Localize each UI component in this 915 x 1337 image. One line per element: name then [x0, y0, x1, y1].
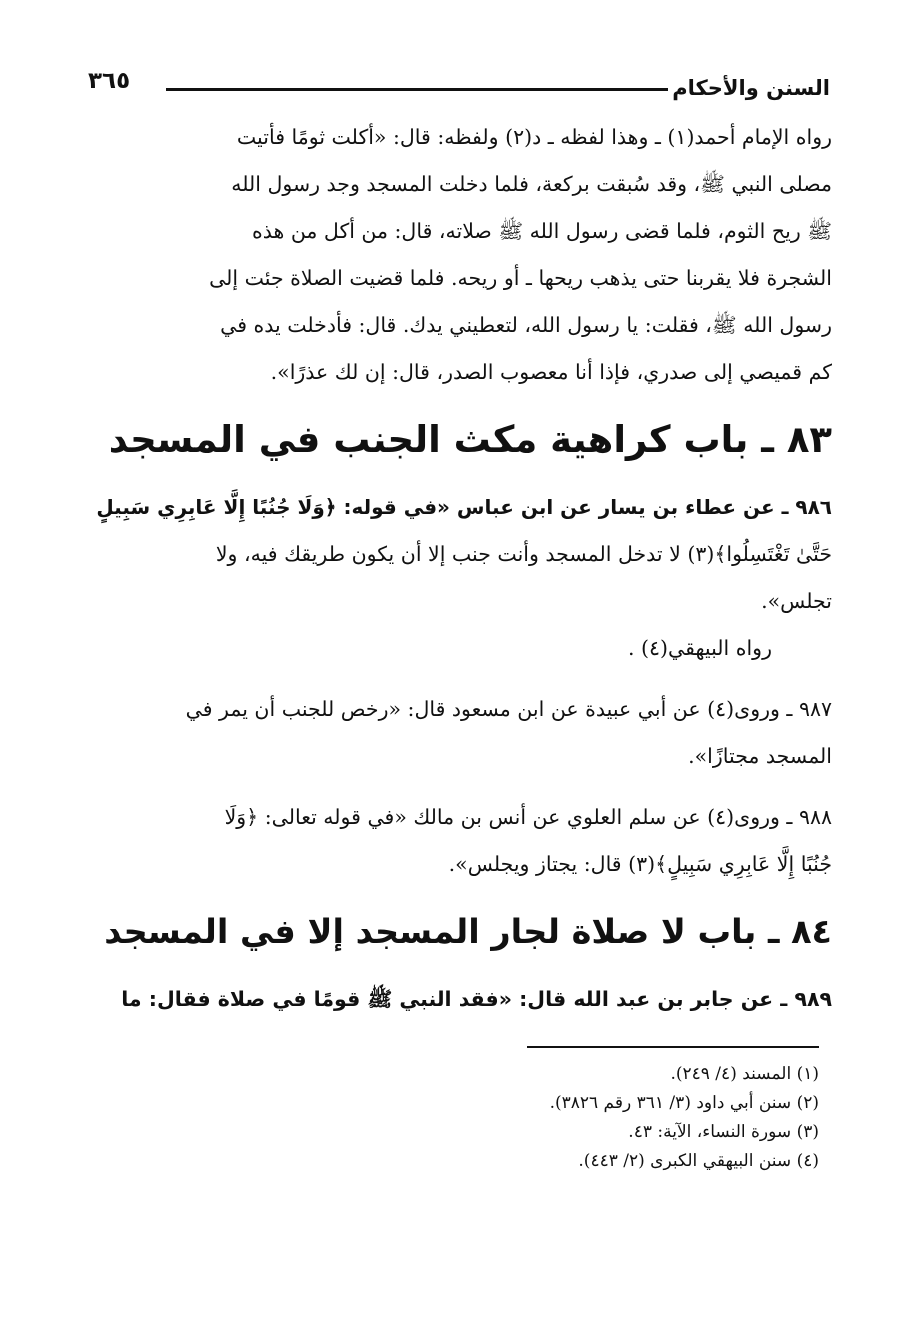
text-line: المسجد مجتازًا».: [688, 744, 832, 768]
text-line: كم قميصي إلى صدري، فإذا أنا معصوب الصدر، قال: إن لك عذرًا».: [270, 360, 832, 384]
running-title: السنن والأحكام: [672, 76, 830, 100]
text-line: جُنُبًا إِلَّا عَابِرِي سَبِيلٍ﴾(٣) قال: يجتاز ويجلس».: [448, 852, 832, 876]
text-line: ٩٨٧ ـ وروى(٤) عن أبي عبيدة عن ابن مسعود قال: «رخص للجنب أن يمر في: [185, 697, 832, 721]
spacer: [96, 672, 832, 686]
text-line: ٩٨٦ ـ عن عطاء بن يسار عن ابن عباس «في قوله: ﴿وَلَا جُنُبًا إِلَّا عَابِرِي سَبِيلٍ: [96, 495, 832, 519]
footnote: (١) المسند (٤/ ٢٤٩).: [670, 1064, 819, 1084]
hadith-985-continuation: [96, 114, 832, 396]
footnote: (٤) سنن البيهقي الكبرى (٢/ ٤٤٣).: [578, 1151, 819, 1171]
text-line: مصلى النبي ﷺ، وقد سُبقت بركعة، فلما دخلت المسجد وجد رسول الله: [231, 172, 832, 196]
footnotes: [319, 1060, 819, 1176]
hadith-source: رواه البيهقي(٤) .: [627, 636, 772, 660]
page-number: ٣٦٥: [88, 68, 131, 94]
footnote-rule: [527, 1046, 819, 1048]
chapter-83-heading: ٨٣ ـ باب كراهية مكث الجنب في المسجد: [108, 418, 832, 461]
spacer: [96, 780, 832, 794]
chapter-84-heading: ٨٤ ـ باب لا صلاة لجار المسجد إلا في المسجد: [104, 912, 832, 951]
text-line: الشجرة فلا يقربنا حتى يذهب ريحها ـ أو ريحه. فلما قضيت الصلاة جئت إلى: [209, 266, 832, 290]
text-line: حَتَّىٰ تَغْتَسِلُوا﴾(٣) لا تدخل المسجد وأنت جنب إلا أن يكون طريقك فيه، ولا: [215, 542, 832, 566]
hadith-989: [96, 976, 832, 1023]
footnote: (٣) سورة النساء، الآية: ٤٣.: [628, 1122, 819, 1142]
text-line: تجلس».: [761, 589, 832, 613]
hadith-986: [96, 484, 832, 672]
text-line: رسول الله ﷺ، فقلت: يا رسول الله، لتعطيني يدك. قال: فأدخلت يده في: [220, 313, 832, 337]
page-header: [88, 62, 830, 102]
footnote: (٢) سنن أبي داود (٣/ ٣٦١ رقم ٣٨٢٦).: [549, 1093, 819, 1113]
text-line: ٩٨٩ ـ عن جابر بن عبد الله قال: «فقد النبي ﷺ قومًا في صلاة فقال: ما: [121, 987, 832, 1011]
hadith-987: [96, 686, 832, 780]
header-rule: [166, 88, 668, 91]
hadith-988: [96, 794, 832, 888]
text-line: رواه الإمام أحمد(١) ـ وهذا لفظه ـ د(٢) ولفظه: قال: «أكلت ثومًا فأتيت: [236, 125, 832, 149]
text-line: ﷺ ريح الثوم، فلما قضى رسول الله ﷺ صلاته، قال: من أكل من هذه: [252, 219, 832, 243]
page-body: [96, 114, 832, 1023]
text-line: ٩٨٨ ـ وروى(٤) عن سلم العلوي عن أنس بن مالك «في قوله تعالى: ﴿وَلَا: [224, 805, 832, 829]
